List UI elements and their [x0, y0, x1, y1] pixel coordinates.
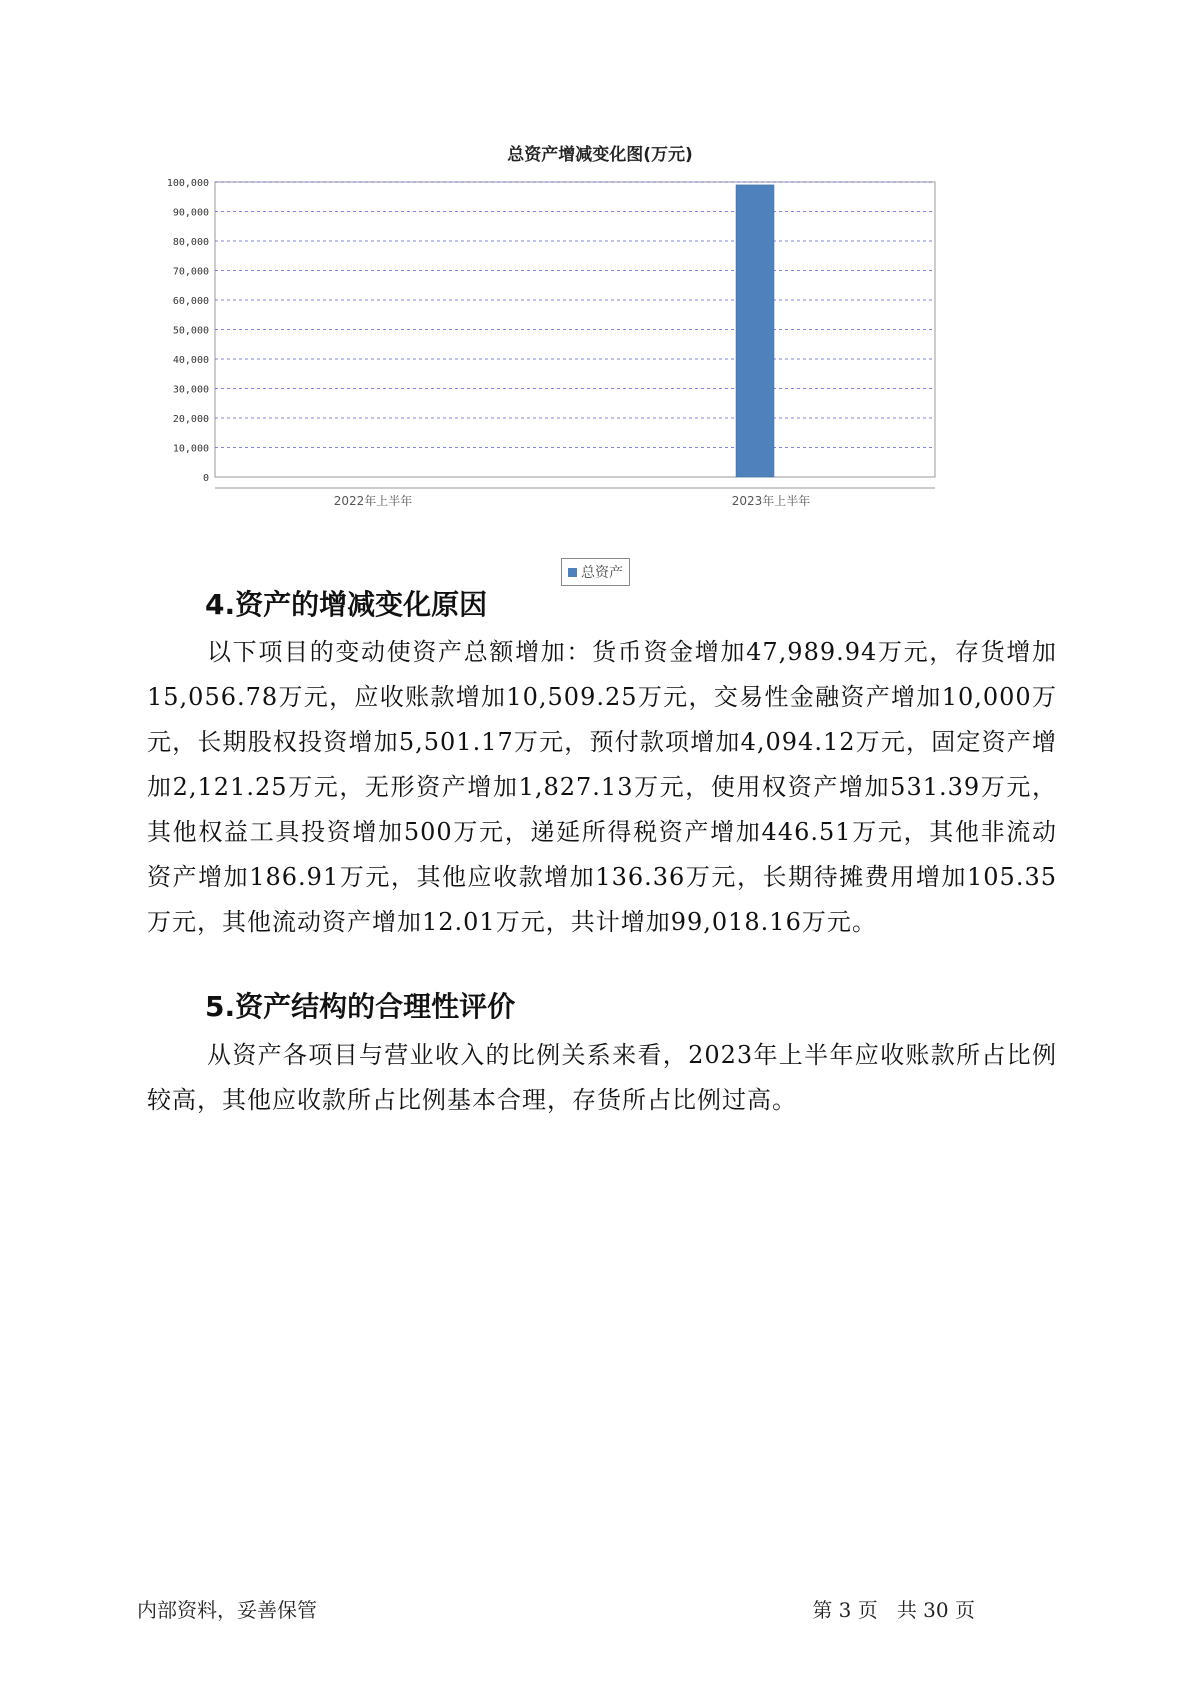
y-tick-label: 70,000 [172, 266, 209, 278]
y-tick-label: 20,000 [172, 414, 209, 425]
x-tick-label: 2022年上半年 [333, 494, 413, 508]
total-assets-chart [160, 130, 1040, 590]
y-tick-label: 90,000 [172, 207, 209, 219]
chart-title: 总资产增减变化图(万元) [507, 145, 693, 165]
y-tick-label: 50,000 [172, 325, 209, 337]
footer-left: 内部资料，妥善保管 [137, 1598, 317, 1622]
chart-legend [561, 558, 630, 586]
section-5-paragraph: 从资产各项目与营业收入的比例关系来看，2023年上半年应收账款所占比例较高，其他应收款所占比例基本合理，存货所占比例过高。 [147, 1041, 1057, 1114]
section-4-paragraph: 以下项目的变动使资产总额增加：货币资金增加47,989.94万元，存货增加15,056.78万元，应收账款增加10,509.25万元，交易性金融资产增加10,000万元，长期股权投资增加5,501.17万元，预付款项增加4,094.12万元，固定资产增加2,121.25万元，无形资产增加1,827.13万元，使用权资产增加531.39万元，其他权益工具投资增加500万元，递延所得税资产增加446.51万元，其他非流动资产增加186.91万元，其他应收款增加136.36万元，长期待摊费用增加105.35万元，其他流动资产增加12.01万元，共计增加99,018.16万元。 [147, 638, 1057, 936]
bar [736, 185, 774, 477]
chart-plot [160, 130, 1040, 550]
y-tick-label: 30,000 [172, 384, 209, 396]
y-tick-label: 10,000 [172, 443, 209, 455]
section-4-heading: 4.资产的增减变化原因 [205, 588, 488, 621]
y-tick-label: 60,000 [172, 296, 209, 307]
y-tick-label: 80,000 [172, 237, 209, 248]
y-tick-label: 0 [202, 473, 209, 484]
section-5-heading: 5.资产结构的合理性评价 [205, 990, 516, 1023]
x-tick-label: 2023年上半年 [731, 494, 811, 508]
footer-page-number: 第 3 页 共 30 页 [812, 1598, 975, 1622]
y-tick-label: 100,000 [166, 178, 209, 189]
legend-label: 总资产 [581, 565, 623, 581]
y-tick-label: 40,000 [172, 355, 209, 366]
legend-swatch [568, 568, 577, 577]
